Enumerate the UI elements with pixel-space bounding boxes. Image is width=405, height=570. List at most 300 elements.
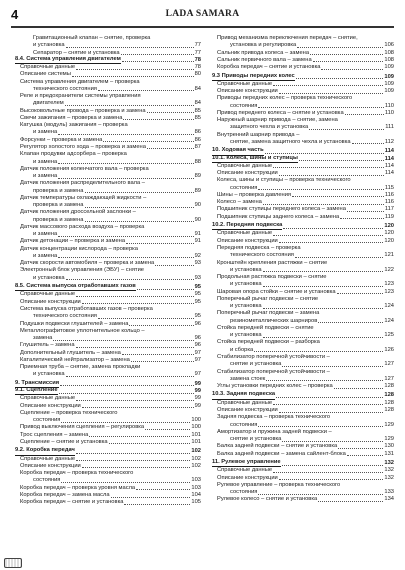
dot-leader [123, 119, 193, 120]
dot-leader [279, 242, 384, 243]
toc-entry [212, 170, 394, 177]
toc-entry [15, 321, 201, 328]
toc-entry-title: Электронный блок управления (ЭБУ) – снятие [20, 267, 144, 274]
toc-entry-title: Кронштейн крепления растяжки – снятие [217, 259, 328, 266]
toc-entry [15, 364, 201, 371]
dot-leader [103, 141, 193, 142]
toc-entry-title: Поперечный рычаг подвески – замена [217, 310, 320, 317]
toc-page-number: 127 [384, 361, 394, 368]
toc-entry [15, 432, 201, 439]
toc-page-number: 109 [384, 73, 394, 80]
dot-leader [279, 93, 384, 94]
toc-entry [212, 88, 394, 95]
dot-leader [109, 443, 191, 444]
toc-entry-title: Коробка передач – снятие и установка [217, 64, 321, 71]
dot-leader [65, 105, 194, 106]
dot-leader [122, 354, 194, 355]
toc-page-number: 86 [194, 129, 201, 136]
corner-marker-icon [4, 558, 22, 568]
toc-entry-title: 10.1. Колеса, шины и ступицы [212, 155, 298, 163]
toc-page-number: 89 [194, 187, 201, 194]
toc-entry-title: Описание системы [20, 71, 71, 78]
toc-page-number: 114 [384, 155, 394, 162]
toc-entry [212, 260, 394, 267]
dot-leader [279, 412, 384, 413]
dot-leader [297, 47, 383, 48]
toc-entry-title: Описание конструкции [20, 462, 81, 469]
toc-page-number: 100 [191, 424, 201, 431]
dot-leader [89, 436, 190, 437]
toc-page-number: 90 [194, 202, 201, 209]
toc-entry-title: Описание конструкции [217, 237, 278, 244]
dot-leader [258, 426, 383, 427]
toc-entry [212, 124, 394, 131]
toc-entry [212, 489, 394, 496]
toc-entry [15, 246, 201, 253]
dot-leader [124, 504, 190, 505]
dot-leader [263, 308, 384, 309]
toc-entry-title: Рулевое колесо – снятие и установка [217, 496, 318, 503]
toc-page-number: 100 [191, 417, 201, 424]
toc-page-number: 120 [384, 230, 394, 237]
toc-entry-title: Сцепление – проверка технического [20, 409, 118, 416]
toc-entry-title: Описание конструкции [217, 474, 278, 481]
toc-entry [212, 339, 394, 346]
toc-entry [212, 139, 394, 146]
dot-leader [137, 289, 194, 290]
dot-leader [129, 325, 193, 326]
toc-entry [15, 335, 201, 342]
toc-entry-title: 10.2. Передняя подвеска [212, 222, 282, 230]
toc-page-number: 127 [384, 375, 394, 382]
dot-leader [58, 236, 193, 237]
toc-entry [15, 100, 201, 107]
toc-entry [15, 93, 201, 100]
toc-entry [15, 209, 201, 216]
toc-page-number: 90 [194, 216, 201, 223]
dot-leader [273, 404, 383, 405]
toc-page-number: 120 [384, 223, 394, 230]
toc-entry [15, 403, 201, 410]
toc-page-number: 96 [194, 342, 201, 349]
toc-entry [212, 199, 394, 206]
dot-leader [273, 85, 383, 86]
toc-page-number: 91 [194, 238, 201, 245]
toc-page-number: 97 [194, 356, 201, 363]
toc-page-number: 96 [194, 335, 201, 342]
toc-entry-title: состояния [230, 102, 258, 109]
toc-entry-title: Описание конструкции [217, 407, 278, 414]
toc-entry-title: Описание конструкции [217, 170, 278, 177]
toc-entry [212, 429, 394, 436]
toc-section-heading [212, 460, 394, 467]
toc-page-number: 78 [194, 64, 201, 71]
toc-entry-title: Стабилизатор поперечной устойчивости – [217, 353, 330, 360]
toc-page-number: 132 [384, 474, 394, 481]
toc-entry-title: Свечи зажигания – проверка и замена [20, 114, 123, 121]
toc-entry-title: Дополнительный глушитель – замена [20, 349, 121, 356]
toc-entry-title: снятие и установка [230, 361, 282, 368]
toc-page-number: 117 [384, 206, 394, 213]
dot-leader [282, 465, 384, 466]
toc-entry [15, 115, 201, 122]
dot-leader [347, 211, 384, 212]
toc-entry [212, 296, 394, 303]
dot-leader [266, 380, 383, 381]
dot-leader [76, 69, 194, 70]
toc-page-number: 128 [384, 407, 394, 414]
toc-entry-title: Датчик положения коленчатого вала – проверка [20, 165, 149, 172]
toc-entry-title: Высоковольтные провода – проверка и замена [20, 107, 146, 114]
toc-entry-title: и установка [33, 42, 65, 49]
toc-entry-title: 10.3. Задняя подвеска [212, 391, 275, 399]
dot-leader [147, 112, 194, 113]
dot-leader [121, 54, 194, 55]
toc-page-number: 110 [384, 102, 394, 109]
toc-entry-title: Датчик положения распределительного вала – [20, 180, 145, 187]
page-header [0, 0, 405, 30]
toc-entry [15, 108, 201, 115]
toc-entry [212, 376, 394, 383]
toc-page-number: 95 [194, 313, 201, 320]
toc-entry-title: Привод механизма переключения передач – снятие, [217, 34, 358, 41]
toc-entry-title: Каталитический нейтрализатор – замена [20, 356, 130, 363]
toc-entry-title: замена стоек [230, 375, 266, 382]
toc-page-number: 122 [384, 266, 394, 273]
toc-entry [15, 456, 201, 463]
toc-entry [212, 443, 394, 450]
toc-entry [212, 103, 394, 110]
toc-entry [15, 395, 201, 402]
toc-page-number: 99 [194, 388, 201, 395]
toc-entry [15, 371, 201, 378]
toc-entry-title: и замена [33, 158, 58, 165]
toc-page-number: 102 [191, 448, 201, 455]
toc-entry-title: и замена [33, 231, 58, 238]
toc-entry-title: 10. Ходовая часть [212, 147, 264, 155]
toc-entry-title: Форсунки – проверка и замена [20, 136, 103, 143]
toc-entry [15, 424, 201, 431]
toc-entry-title: Датчик концентрации кислорода – проверка [20, 245, 138, 252]
toc-entry-title: Реле и предохранители системы управления [20, 93, 141, 100]
toc-entry-title: Справочные данные [20, 395, 76, 402]
toc-page-number: 86 [194, 136, 201, 143]
toc-entry-title: 8.4. Система управления двигателем [15, 56, 121, 64]
toc-page-number: 109 [384, 64, 394, 71]
dot-leader [155, 265, 193, 266]
toc-page-number: 124 [384, 303, 394, 310]
dot-leader [82, 467, 191, 468]
toc-entry [15, 224, 201, 231]
toc-page-number: 99 [194, 402, 201, 409]
toc-entry [212, 318, 394, 325]
toc-page-number: 110 [384, 109, 394, 116]
toc-entry-title: Поперечный рычаг подвески – снятие [217, 295, 319, 302]
toc-entry-title: проверка и замена [33, 216, 84, 223]
toc-entry [15, 313, 201, 320]
dot-leader [98, 90, 194, 91]
toc-entry-title: Шаровая опора стойки – снятие и установка [217, 288, 336, 295]
toc-page-number: 133 [384, 489, 394, 496]
dot-leader [76, 400, 194, 401]
toc-page-number: 109 [384, 80, 394, 87]
toc-page-number: 96 [194, 320, 201, 327]
toc-page-number: 104 [191, 492, 201, 499]
toc-entry-title: Катушка (модуль) зажигания – проверка [20, 122, 128, 129]
dot-leader [58, 163, 193, 164]
toc-entry [15, 122, 201, 129]
toc-section-heading [15, 448, 201, 455]
toc-entry-title: технического состояния [33, 313, 97, 320]
toc-page-number: 115 [384, 184, 394, 191]
toc-entry [15, 299, 201, 306]
dot-leader [82, 407, 194, 408]
toc-entry [15, 217, 201, 224]
dot-leader [340, 218, 384, 219]
toc-page-number: 85 [194, 114, 201, 121]
dot-leader [310, 54, 383, 55]
dot-leader [292, 196, 384, 197]
toc-entry-title: и установка [33, 371, 65, 378]
toc-left-column [15, 35, 201, 507]
toc-entry [15, 499, 201, 506]
toc-page-number: 99 [194, 395, 201, 402]
toc-entry-title: Гравитационный клапан – снятие, проверка [33, 34, 151, 41]
toc-entry [212, 267, 394, 274]
toc-entry [212, 496, 394, 503]
toc-entry [15, 159, 201, 166]
toc-entry-title: 9.3 Приводы передних колес [212, 73, 295, 81]
toc-entry-title: Подшипник ступицы переднего колеса – замена [217, 206, 346, 213]
toc-entry-title: Коробка передач – проверка уровня масла [20, 484, 136, 491]
toc-entry-title: Балка задней подвески – замена сайлент-блока [217, 450, 346, 457]
toc-entry [212, 163, 394, 170]
toc-entry-title: Сальник привода колеса – замена [217, 49, 310, 56]
toc-entry [15, 410, 201, 417]
toc-page-number: 108 [384, 49, 394, 56]
dot-leader [258, 107, 383, 108]
toc-page-number: 92 [194, 252, 201, 259]
toc-entry [15, 79, 201, 86]
dot-leader [58, 134, 193, 135]
toc-entry [212, 57, 394, 64]
toc-page-number: 129 [384, 436, 394, 443]
toc-entry-title: состояния [230, 184, 258, 191]
toc-entry-title: Справочные данные [217, 80, 273, 87]
toc-entry [212, 252, 394, 259]
toc-entry [15, 86, 201, 93]
toc-entry [15, 166, 201, 173]
dot-leader [85, 207, 194, 208]
toc-page-number: 103 [191, 484, 201, 491]
dot-leader [338, 448, 383, 449]
toc-entry-title: Справочные данные [20, 291, 76, 298]
dot-leader [263, 337, 384, 338]
toc-page-number: 111 [385, 124, 394, 131]
toc-entry-title: Подушки подвески глушителей – замена [20, 320, 129, 327]
dot-leader [318, 501, 383, 502]
toc-entry [15, 328, 201, 335]
dot-leader [76, 296, 194, 297]
dot-leader [282, 441, 383, 442]
toc-entry [212, 64, 394, 71]
toc-entry [212, 325, 394, 332]
toc-entry [15, 253, 201, 260]
toc-entry-title: Датчик скорости автомобиля – проверка и замена [20, 260, 155, 267]
dot-leader [98, 318, 194, 319]
toc-entry [212, 81, 394, 88]
toc-page-number: 88 [194, 158, 201, 165]
toc-entry [15, 492, 201, 499]
toc-page-number: 95 [194, 291, 201, 298]
toc-entry [15, 439, 201, 446]
toc-page-number: 132 [384, 467, 394, 474]
dot-leader [321, 69, 383, 70]
toc-entry-title: Внутренний шарнир привода – [217, 131, 300, 138]
toc-page-number: 130 [384, 443, 394, 450]
toc-entry [212, 361, 394, 368]
toc-page-number: 128 [384, 399, 394, 406]
toc-entry [212, 132, 394, 139]
dot-leader [283, 228, 383, 229]
toc-entry [212, 230, 394, 237]
toc-entry [212, 50, 394, 57]
dot-leader [345, 114, 384, 115]
toc-entry [212, 95, 394, 102]
toc-entry [15, 188, 201, 195]
toc-entry-title: Задняя подвеска – проверка технического [217, 414, 331, 421]
toc-entry [15, 357, 201, 364]
toc-entry-title: резинометаллических шарниров [230, 317, 318, 324]
toc-entry [15, 64, 201, 71]
toc-page-number: 134 [384, 496, 394, 503]
toc-entry-title: Описание конструкции [20, 298, 81, 305]
toc-entry-title: 9. Трансмиссия [15, 380, 59, 388]
dot-leader [76, 453, 191, 454]
toc-entry-title: и установка [230, 281, 262, 288]
toc-entry-title: замена [33, 335, 53, 342]
dot-leader [58, 178, 193, 179]
toc-entry [212, 42, 394, 49]
toc-page-number: 77 [194, 42, 201, 49]
toc-entry [15, 463, 201, 470]
dot-leader [276, 397, 383, 398]
toc-entry-title: Колеса, шины и ступицы – проверка технического [217, 177, 351, 184]
toc-entry [15, 231, 201, 238]
toc-entry-title: Приводы передних колес – проверка технического [217, 95, 353, 102]
toc-page-number: 116 [384, 199, 394, 206]
toc-page-number: 95 [194, 284, 201, 291]
dot-leader [58, 257, 193, 258]
toc-page-number: 119 [384, 213, 394, 220]
toc-entry [15, 478, 201, 485]
toc-entry-title: Коробка передач – проверка технического [20, 470, 134, 477]
toc-page-number: 109 [384, 88, 394, 95]
toc-page-number: 97 [194, 371, 201, 378]
toc-entry-title: Трос сцепления – замена [20, 431, 89, 438]
toc-entry-title: установка и регулировка [230, 42, 297, 49]
toc-section-heading [212, 74, 394, 81]
dot-leader [282, 366, 383, 367]
toc-entry-title: и сборка [230, 346, 254, 353]
toc-entry-title: и установка [230, 332, 262, 339]
toc-entry-title: снятие и установка [230, 436, 282, 443]
toc-page-number: 105 [191, 499, 201, 506]
toc-entry [212, 245, 394, 252]
toc-page-number: 95 [194, 298, 201, 305]
toc-page-number: 123 [384, 288, 394, 295]
toc-section-heading [15, 388, 201, 395]
toc-entry [212, 274, 394, 281]
toc-page-number: 84 [194, 85, 201, 92]
toc-entry [15, 35, 201, 42]
toc-entry-title: Система управления двигателем – проверка [20, 78, 140, 85]
toc-entry [212, 177, 394, 184]
toc-section-heading [212, 223, 394, 230]
toc-entry-title: Описание конструкции [20, 402, 81, 409]
dot-leader [309, 129, 384, 130]
toc-page-number: 101 [191, 431, 201, 438]
dot-leader [263, 204, 384, 205]
toc-entry [15, 342, 201, 349]
dot-leader [258, 189, 383, 190]
toc-entry [15, 195, 201, 202]
toc-entry [212, 451, 394, 458]
toc-entry-title: Описание конструкции [217, 88, 278, 95]
toc-page-number: 89 [194, 173, 201, 180]
toc-entry-title: Датчик детонации – проверка и замена [20, 238, 126, 245]
toc-entry-title: снятие, замена защитного чехла и установка [230, 138, 351, 145]
toc-entry [15, 137, 201, 144]
toc-entry [212, 407, 394, 414]
dot-leader [337, 293, 384, 294]
dot-leader [53, 340, 193, 341]
toc-entry [212, 214, 394, 221]
dot-leader [126, 243, 194, 244]
toc-section-heading [15, 284, 201, 291]
toc-entry [15, 180, 201, 187]
toc-entry [212, 369, 394, 376]
dot-leader [136, 489, 190, 490]
dot-leader [318, 322, 383, 323]
toc-entry [15, 350, 201, 357]
toc-entry [15, 238, 201, 245]
dot-leader [76, 460, 190, 461]
dot-leader [60, 385, 193, 386]
toc-entry-title: Наружный шарнир привода – снятие, замена [217, 117, 338, 124]
toc-entry-title: проверка и замена [33, 187, 84, 194]
toc-page-number: 120 [384, 237, 394, 244]
dot-leader [147, 148, 194, 149]
dot-leader [347, 455, 384, 456]
toc-entry-title: состояния [33, 417, 61, 424]
toc-entry-title: Справочные данные [217, 162, 273, 169]
toc-entry-title: Сцепление – снятие и установка [20, 438, 108, 445]
toc-entry [212, 185, 394, 192]
dot-leader [131, 361, 194, 362]
toc-entry [212, 383, 394, 390]
dot-leader [145, 429, 190, 430]
toc-entry-title: Привод выключения сцепления – регулировка [20, 424, 145, 431]
dot-leader [263, 286, 384, 287]
dot-leader [273, 235, 383, 236]
toc-entry [15, 306, 201, 313]
toc-page-number: 114 [384, 162, 394, 169]
toc-entry-title: Металлографитовое уплотнительное кольцо – [20, 327, 145, 334]
dot-leader [279, 175, 384, 176]
dot-leader [258, 494, 383, 495]
toc-page-number: 77 [194, 49, 201, 56]
